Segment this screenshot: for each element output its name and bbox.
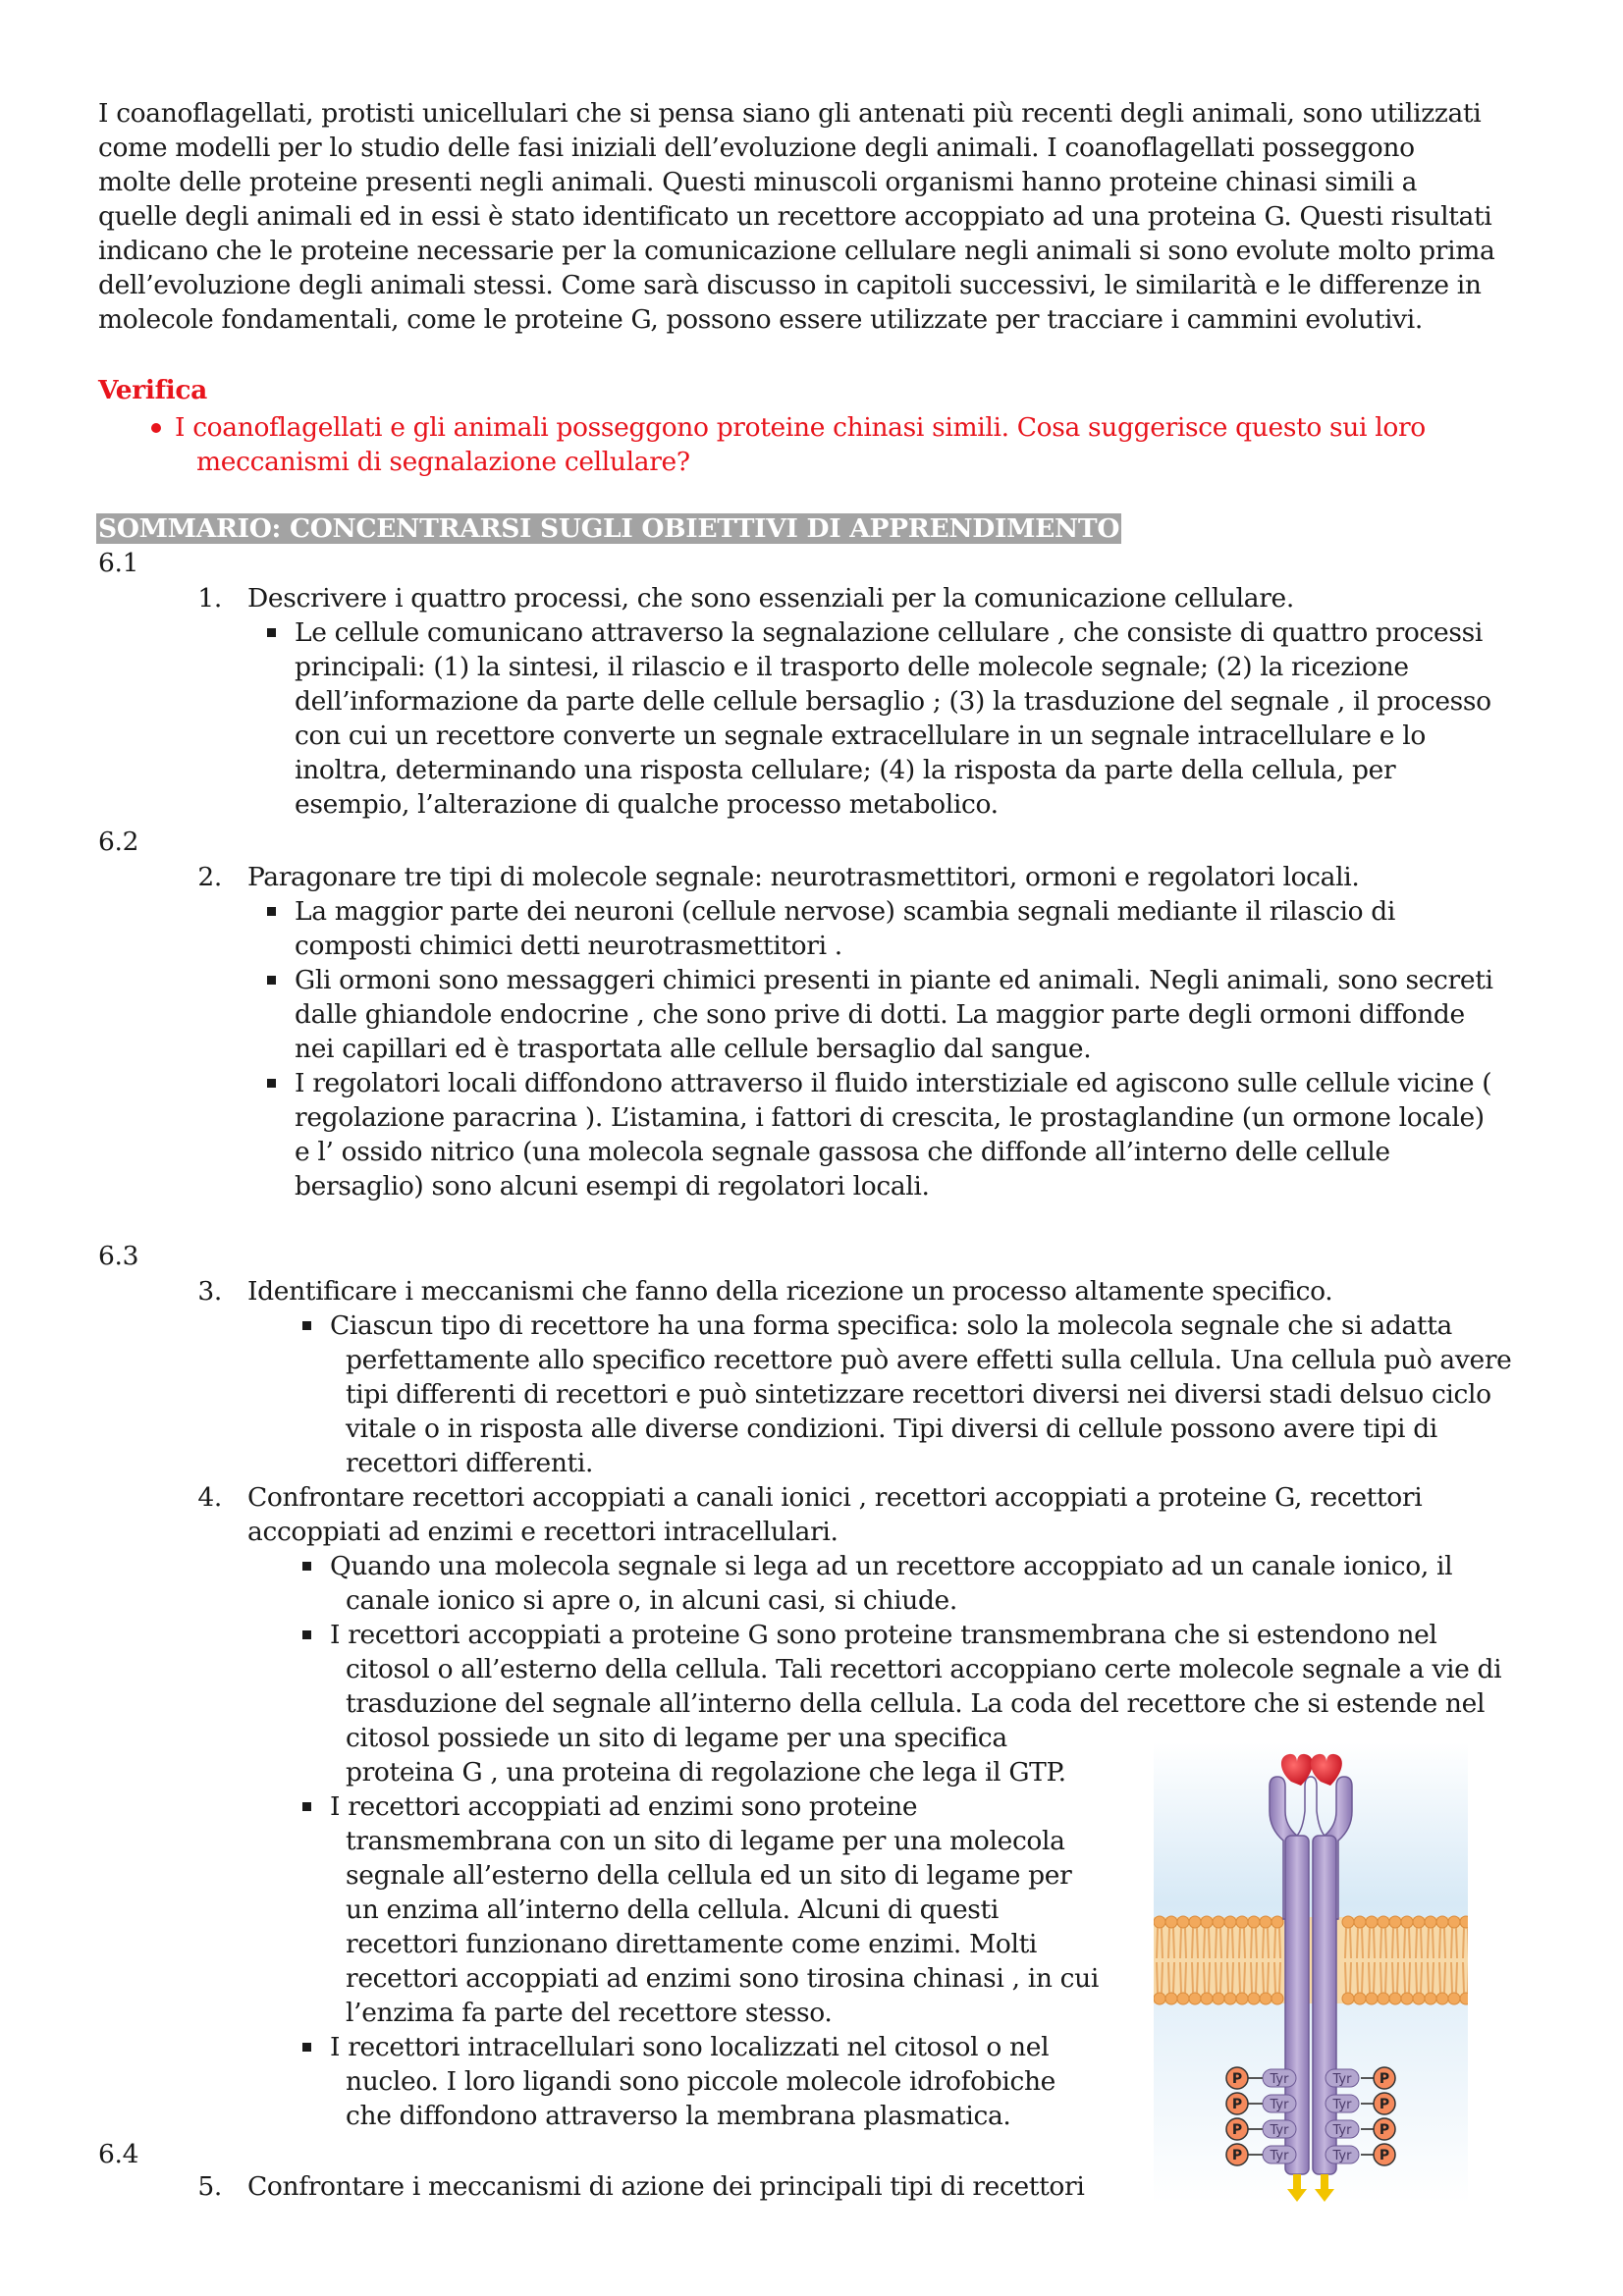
lipid-head	[1271, 1916, 1283, 1928]
lipid-tail	[1192, 1928, 1193, 1958]
lipid-tail	[1463, 1928, 1464, 1958]
phosphate-label: P	[1379, 2148, 1390, 2163]
bullet-line: Le cellule comunicano attraverso la segnalazione cellulare , che consiste di quattro processi	[295, 617, 1483, 648]
lipid-tail	[1274, 1928, 1275, 1958]
lipid-tail	[1451, 1928, 1452, 1958]
lipid-tail	[1357, 1928, 1358, 1958]
tyr-residue	[1263, 2146, 1296, 2163]
lipid-tail	[1404, 1928, 1405, 1958]
section-number: 6.1	[98, 548, 139, 578]
lipid-tail	[1362, 1928, 1363, 1958]
phosphate-group-icon	[1374, 2067, 1395, 2089]
lipid-head	[1460, 1916, 1468, 1928]
lipid-head	[1436, 1916, 1448, 1928]
item-title: Confrontare recettori accoppiati a canali ionici , recettori accoppiati a proteine G, recettori	[247, 1482, 1423, 1513]
bullet-line: La maggior parte dei neuroni (cellule nervose) scambia segnali mediante il rilascio di	[295, 896, 1395, 927]
lipid-head	[1425, 1916, 1436, 1928]
lipid-head	[1448, 1916, 1460, 1928]
lipid-head	[1177, 1916, 1189, 1928]
lipid-tail	[1369, 1962, 1370, 1993]
tyr-label: Tyr	[1270, 2098, 1289, 2112]
lipid-tail	[1256, 1962, 1257, 1993]
lipid-tail	[1397, 1928, 1398, 1958]
item-number: 3.	[197, 1276, 222, 1307]
phosphate-group-icon	[1374, 2118, 1395, 2140]
lipid-tail	[1216, 1928, 1217, 1958]
phosphate-label: P	[1231, 2122, 1243, 2138]
intro-line: molecole fondamentali, come le proteine G, possono essere utilizzate per tracciare i cammini evolutivi.	[98, 304, 1423, 335]
lipid-tail	[1232, 1928, 1233, 1958]
lipid-tail	[1162, 1962, 1163, 1993]
lipid-head	[1378, 1916, 1389, 1928]
lipid-tail	[1209, 1962, 1210, 1993]
lipid-tail	[1428, 1962, 1429, 1993]
bullet-line: trasduzione del segnale all’interno della cellula. La coda del recettore che si estende nel	[346, 1688, 1486, 1719]
bullet-line: citosol o all’esterno della cellula. Tali recettori accoppiano certe molecole segnale a vie di	[346, 1654, 1502, 1684]
lipid-tail	[1216, 1962, 1217, 1993]
tyr-residue	[1263, 2069, 1296, 2087]
phosphate-group-icon	[1226, 2118, 1248, 2140]
tyr-label: Tyr	[1270, 2072, 1289, 2087]
tyr-residue	[1263, 2095, 1296, 2112]
lipid-tail	[1350, 1928, 1351, 1958]
lipid-tail	[1385, 1928, 1386, 1958]
lipid-tail	[1180, 1928, 1181, 1958]
bullet-line: principali: (1) la sintesi, il rilascio e il trasporto delle molecole segnale; (2) la ricezione	[295, 652, 1409, 682]
bullet-line: dalle ghiandole endocrine , che sono prive di dotti. La maggior parte degli ormoni diffonde	[295, 999, 1465, 1030]
lipid-tail	[1256, 1928, 1257, 1958]
bullet-line: citosol possiede un sito di legame per una specifica	[346, 1723, 1007, 1753]
bullet-line: perfettamente allo specifico recettore può avere effetti sulla cellula. Una cellula può avere	[346, 1345, 1512, 1375]
lipid-head	[1366, 1993, 1378, 2004]
lipid-tail	[1244, 1962, 1245, 1993]
tyr-residue	[1325, 2120, 1359, 2138]
lipid-tail	[1357, 1962, 1358, 1993]
lipid-tail	[1456, 1928, 1457, 1958]
lipid-tail	[1251, 1928, 1252, 1958]
lipid-head	[1189, 1993, 1201, 2004]
lipid-head	[1213, 1993, 1224, 2004]
lipid-head	[1401, 1916, 1413, 1928]
lipid-tail	[1244, 1928, 1245, 1958]
lipid-tail	[1416, 1962, 1417, 1993]
lipid-head	[1413, 1993, 1425, 2004]
lipid-tail	[1345, 1928, 1346, 1958]
lipid-tail	[1421, 1962, 1422, 1993]
bullet-line: I recettori intracellulari sono localizzati nel citosol o nel	[330, 2032, 1050, 2062]
lipid-head	[1154, 1916, 1165, 1928]
lipid-tail	[1204, 1962, 1205, 1993]
item-title: Paragonare tre tipi di molecole segnale: neurotrasmettitori, ormoni e regolatori locali.	[247, 862, 1360, 892]
lipid-tail	[1433, 1962, 1434, 1993]
phosphate-label: P	[1379, 2097, 1390, 2112]
phosphate-label: P	[1379, 2071, 1390, 2087]
lipid-tail	[1180, 1962, 1181, 1993]
lipid-tail	[1409, 1928, 1410, 1958]
bullet-line: Gli ormoni sono messaggeri chimici presenti in piante ed animali. Negli animali, sono secreti	[295, 965, 1493, 995]
lipid-tail	[1428, 1928, 1429, 1958]
lipid-tail	[1209, 1928, 1210, 1958]
lipid-tail	[1416, 1928, 1417, 1958]
phosphate-label: P	[1379, 2122, 1390, 2138]
tyr-residue	[1263, 2120, 1296, 2138]
lipid-tail	[1220, 1962, 1221, 1993]
lipid-tail	[1385, 1962, 1386, 1993]
tyr-residue	[1325, 2146, 1359, 2163]
verifica-title: Verifica	[98, 375, 207, 405]
lipid-head	[1260, 1916, 1271, 1928]
lipid-tail	[1444, 1928, 1445, 1958]
lipid-head	[1460, 1993, 1468, 2004]
phosphate-group-icon	[1226, 2067, 1248, 2089]
lipid-tail	[1185, 1962, 1186, 1993]
bullet-line: transmembrana con un sito di legame per una molecola	[346, 1826, 1065, 1856]
lipid-tail	[1404, 1962, 1405, 1993]
bullet-line: inoltra, determinando una risposta cellulare; (4) la risposta da parte della cellula, per	[295, 755, 1396, 785]
bullet-line: I regolatori locali diffondono attraverso il fluido interstiziale ed agiscono sulle cellule vicine (	[295, 1068, 1492, 1098]
bullet-line: e l’ ossido nitrico (una molecola segnale gassosa che diffonde all’interno delle cellule	[295, 1137, 1390, 1167]
lipid-head	[1413, 1916, 1425, 1928]
lipid-head	[1260, 1993, 1271, 2004]
lipid-head	[1342, 1916, 1354, 1928]
lipid-head	[1236, 1916, 1248, 1928]
lipid-head	[1224, 1993, 1236, 2004]
lipid-head	[1165, 1993, 1177, 2004]
tyr-label: Tyr	[1332, 2098, 1352, 2112]
bullet-line: recettori funzionano direttamente come enzimi. Molti	[346, 1929, 1038, 1959]
plasma-membrane	[1154, 1916, 1468, 2004]
item-title: accoppiati ad enzimi e recettori intracellulari.	[247, 1517, 839, 1547]
lipid-tail	[1345, 1962, 1346, 1993]
lipid-tail	[1350, 1962, 1351, 1993]
bullet-line: bersaglio) sono alcuni esempi di regolatori locali.	[295, 1171, 930, 1201]
bullet-line: regolazione paracrina ). L’istamina, i fattori di crescita, le prostaglandine (un ormone locale)	[295, 1102, 1485, 1133]
lipid-tail	[1279, 1962, 1280, 1993]
lipid-tail	[1274, 1962, 1275, 1993]
lipid-head	[1201, 1916, 1213, 1928]
bullet-line: nucleo. I loro ligandi sono piccole molecole idrofobiche	[346, 2066, 1056, 2097]
lipid-tail	[1456, 1962, 1457, 1993]
lipid-tail	[1439, 1962, 1440, 1993]
intro-line: dell’evoluzione degli animali stessi. Come sarà discusso in capitoli successivi, le similarità e le differenze in	[98, 270, 1482, 300]
lipid-tail	[1220, 1928, 1221, 1958]
lipid-tail	[1380, 1928, 1381, 1958]
lipid-head	[1425, 1993, 1436, 2004]
lipid-tail	[1162, 1928, 1163, 1958]
intro-line: indicano che le proteine necessarie per la comunicazione cellulare negli animali si sono evolute molto prima	[98, 236, 1495, 266]
tyr-label: Tyr	[1332, 2149, 1352, 2163]
bullet-line: canale ionico si apre o, in alcuni casi, si chiude.	[346, 1585, 957, 1616]
lipid-tail	[1279, 1928, 1280, 1958]
lipid-head	[1177, 1993, 1189, 2004]
phosphate-group-icon	[1226, 2144, 1248, 2165]
phosphate-label: P	[1231, 2071, 1243, 2087]
lipid-tail	[1268, 1928, 1269, 1958]
item-number: 5.	[197, 2171, 222, 2202]
lipid-tail	[1439, 1928, 1440, 1958]
lipid-head	[1389, 1916, 1401, 1928]
receptor-tyrosine-kinase-figure	[1154, 1742, 1468, 2204]
item-title: Identificare i meccanismi che fanno della ricezione un processo altamente specifico.	[247, 1276, 1333, 1307]
lipid-head	[1154, 1993, 1165, 2004]
intro-line: quelle degli animali ed in essi è stato identificato un recettore accoppiato ad una proteina G. Questi risultati	[98, 201, 1492, 232]
tyr-residue	[1325, 2069, 1359, 2087]
bullet-line: proteina G , una proteina di regolazione che lega il GTP.	[346, 1757, 1066, 1788]
section-number: 6.2	[98, 827, 139, 857]
summary-heading: SOMMARIO: CONCENTRARSI SUGLI OBIETTIVI DI APPRENDIMENTO	[98, 513, 1120, 544]
lipid-head	[1354, 1916, 1366, 1928]
lipid-tail	[1157, 1962, 1158, 1993]
item-title: Descrivere i quattro processi, che sono essenziali per la comunicazione cellulare.	[247, 583, 1294, 614]
lipid-head	[1366, 1916, 1378, 1928]
verifica-question-line: meccanismi di segnalazione cellulare?	[196, 447, 690, 477]
bullet-line: l’enzima fa parte del recettore stesso.	[346, 1998, 833, 2028]
lipid-tail	[1263, 1928, 1264, 1958]
lipid-tail	[1362, 1962, 1363, 1993]
lipid-head	[1378, 1993, 1389, 2004]
bullet-line: Ciascun tipo di recettore ha una forma specifica: solo la molecola segnale che si adatta	[330, 1310, 1452, 1341]
lipid-head	[1201, 1993, 1213, 2004]
bullet-line: recettori differenti.	[346, 1448, 594, 1478]
item-title: Confrontare i meccanismi di azione dei principali tipi di recettori	[247, 2171, 1085, 2202]
bullet-line: con cui un recettore converte un segnale extracellulare in un segnale intracellulare e lo	[295, 721, 1426, 751]
lipid-tail	[1369, 1928, 1370, 1958]
lipid-head	[1389, 1993, 1401, 2004]
intro-line: I coanoflagellati, protisti unicellulari che si pensa siano gli antenati più recenti degli animali, sono utilizzati	[98, 98, 1482, 129]
lipid-tail	[1197, 1962, 1198, 1993]
lipid-head	[1189, 1916, 1201, 1928]
bullet-line: nei capillari ed è trasportata alle cellule bersaglio dal sangue.	[295, 1034, 1092, 1064]
lipid-tail	[1168, 1928, 1169, 1958]
intro-line: molte delle proteine presenti negli animali. Questi minuscoli organismi hanno proteine chinasi simili a	[98, 167, 1418, 197]
lipid-tail	[1232, 1962, 1233, 1993]
bullet-line: che diffondono attraverso la membrana plasmatica.	[346, 2101, 1011, 2131]
summary-heading-wrap	[96, 511, 1121, 546]
lipid-tail	[1173, 1928, 1174, 1958]
bullet-line: dell’informazione da parte delle cellule bersaglio ; (3) la trasduzione del segnale , il processo	[295, 686, 1491, 717]
lipid-tail	[1433, 1928, 1434, 1958]
lipid-head	[1271, 1993, 1283, 2004]
verifica-question-line: I coanoflagellati e gli animali posseggono proteine chinasi simili. Cosa suggerisce questo sui loro	[175, 412, 1426, 443]
bullet-line: I recettori accoppiati a proteine G sono proteine transmembrana che si estendono nel	[330, 1620, 1437, 1650]
bullet-line: tipi differenti di recettori e può sintetizzare recettori diversi nei diversi stadi delsuo ciclo	[346, 1379, 1491, 1410]
lipid-head	[1224, 1916, 1236, 1928]
lipid-head	[1236, 1993, 1248, 2004]
lipid-tail	[1197, 1928, 1198, 1958]
lipid-tail	[1227, 1928, 1228, 1958]
lipid-tail	[1392, 1962, 1393, 1993]
tyr-label: Tyr	[1332, 2123, 1352, 2138]
phosphate-group-icon	[1374, 2093, 1395, 2114]
lipid-tail	[1451, 1962, 1452, 1993]
lipid-head	[1248, 1916, 1260, 1928]
lipid-tail	[1251, 1962, 1252, 1993]
lipid-tail	[1268, 1962, 1269, 1993]
lipid-tail	[1157, 1928, 1158, 1958]
phosphate-group-icon	[1374, 2144, 1395, 2165]
bullet-line: un enzima all’interno della cellula. Alcuni di questi	[346, 1895, 999, 1925]
phosphate-group-icon	[1226, 2093, 1248, 2114]
lipid-tail	[1239, 1962, 1240, 1993]
lipid-tail	[1463, 1962, 1464, 1993]
lipid-tail	[1421, 1928, 1422, 1958]
item-number: 2.	[197, 862, 222, 892]
lipid-head	[1342, 1993, 1354, 2004]
lipid-head	[1213, 1916, 1224, 1928]
bullet-line: Quando una molecola segnale si lega ad un recettore accoppiato ad un canale ionico, il	[330, 1551, 1453, 1581]
item-number: 1.	[197, 583, 222, 614]
lipid-head	[1165, 1916, 1177, 1928]
phosphate-label: P	[1231, 2148, 1243, 2163]
lipid-head	[1448, 1993, 1460, 2004]
bullet-line: I recettori accoppiati ad enzimi sono proteine	[330, 1791, 918, 1822]
bullet-line: segnale all’esterno della cellula ed un sito di legame per	[346, 1860, 1072, 1891]
bullet-line: composti chimici detti neurotrasmettitori .	[295, 931, 842, 961]
lipid-tail	[1263, 1962, 1264, 1993]
lipid-head	[1401, 1993, 1413, 2004]
intro-line: come modelli per lo studio delle fasi iniziali dell’evoluzione degli animali. I coanoflagellati posseggono	[98, 133, 1415, 163]
lipid-tail	[1173, 1962, 1174, 1993]
lipid-tail	[1192, 1962, 1193, 1993]
lipid-tail	[1374, 1928, 1375, 1958]
tyr-label: Tyr	[1332, 2072, 1352, 2087]
item-number: 4.	[197, 1482, 222, 1513]
bullet-line: esempio, l’alterazione di qualche processo metabolico.	[295, 789, 999, 820]
lipid-tail	[1168, 1962, 1169, 1993]
lipid-tail	[1204, 1928, 1205, 1958]
lipid-tail	[1444, 1962, 1445, 1993]
tyr-residue	[1325, 2095, 1359, 2112]
lipid-tail	[1380, 1962, 1381, 1993]
phosphate-label: P	[1231, 2097, 1243, 2112]
lipid-head	[1436, 1993, 1448, 2004]
lipid-tail	[1185, 1928, 1186, 1958]
lipid-head	[1248, 1993, 1260, 2004]
lipid-head	[1354, 1993, 1366, 2004]
lipid-tail	[1239, 1928, 1240, 1958]
tyr-label: Tyr	[1270, 2123, 1289, 2138]
lipid-tail	[1409, 1962, 1410, 1993]
bullet-line: vitale o in risposta alle diverse condizioni. Tipi diversi di cellule possono avere tipi di	[346, 1414, 1437, 1444]
lipid-tail	[1392, 1928, 1393, 1958]
section-number: 6.3	[98, 1241, 139, 1271]
lipid-tail	[1227, 1962, 1228, 1993]
bullet-line: recettori accoppiati ad enzimi sono tirosina chinasi , in cui	[346, 1963, 1099, 1994]
tyr-label: Tyr	[1270, 2149, 1289, 2163]
section-number: 6.4	[98, 2139, 139, 2169]
lipid-tail	[1397, 1962, 1398, 1993]
lipid-tail	[1374, 1962, 1375, 1993]
